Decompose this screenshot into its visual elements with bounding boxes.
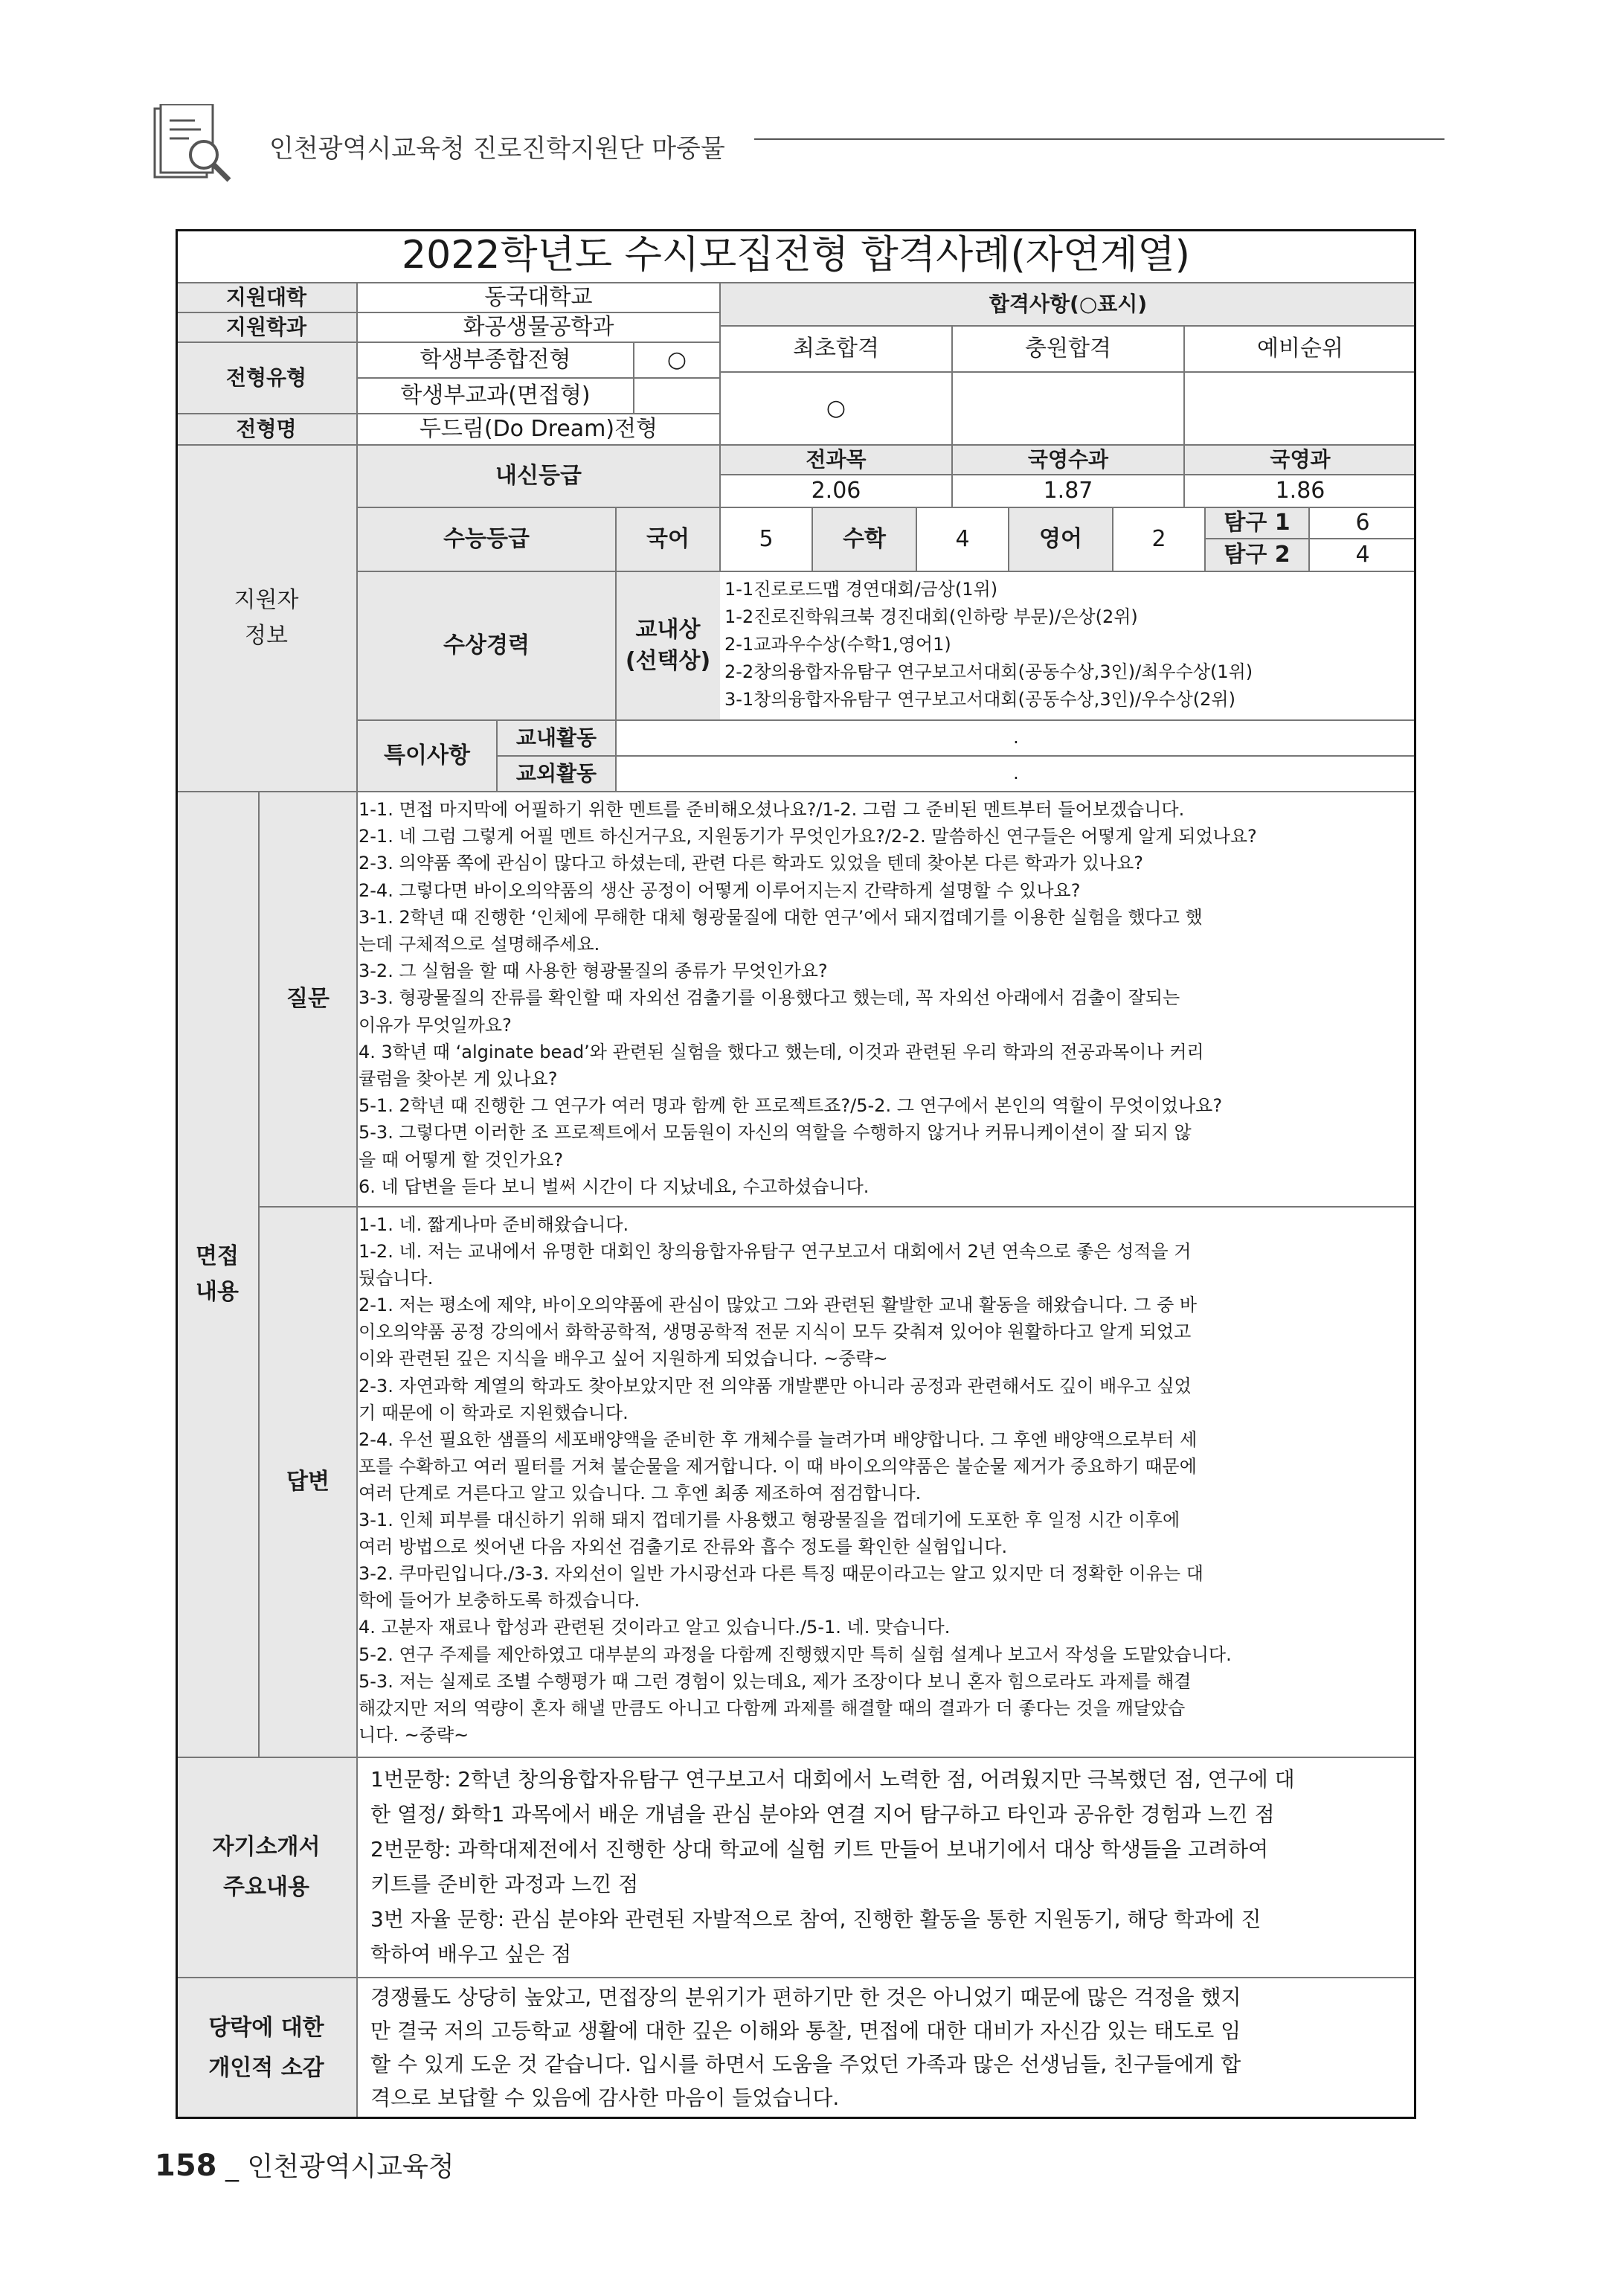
question-line: 이유가 무엇일까요? — [359, 1014, 512, 1036]
header-text: 인천광역시교육청 진로진학지원단 마중물 — [269, 134, 725, 164]
question-line: 큘럼을 찾아본 게 있나요? — [359, 1068, 558, 1090]
naesin-h2: 국영수과 — [952, 445, 1184, 475]
award-item: 1-2진로진학워크북 경진대회(인하랑 부문)/은상(2위) — [724, 606, 1138, 627]
question-line: 2-3. 의약품 쪽에 관심이 많다고 하셨는데, 관련 다른 학과도 있었을 텐데 찾아본 다른 학과가 있나요? — [359, 853, 1143, 874]
label-out-school-activity: 교외활동 — [497, 756, 616, 792]
answer-line: 3-2. 쿠마린입니다./3-3. 자외선이 일반 가시광선과 다른 특징 때문이라고는 알고 있지만 더 정확한 이유는 대 — [359, 1563, 1203, 1585]
page-number: 158 — [155, 2149, 217, 2183]
question-line: 2-4. 그렇다면 바이오의약품의 생산 공정이 어떻게 이루어지는지 간략하게 설명할 수 있나요? — [359, 879, 1081, 901]
essay-line: 3번 자율 문항: 관심 분야와 관련된 자발적으로 참여, 진행한 활동을 통한 지원동기, 해당 학과에 진 — [370, 1907, 1262, 1931]
label-univ: 지원대학 — [176, 283, 357, 312]
label-result: 합격사항(○표시) — [720, 283, 1416, 326]
type-1-mark: ○ — [666, 346, 687, 373]
answer-line: 니다. ~중략~ — [359, 1724, 469, 1745]
answer-line: 이와 관련된 깊은 지식을 배우고 싶어 지원하게 되었습니다. ~중략~ — [359, 1348, 888, 1370]
review-line: 격으로 보답할 수 있음에 감사한 마음이 들었습니다. — [370, 2085, 840, 2110]
label-questions: 질문 — [259, 792, 357, 1207]
answer-line: 2-1. 저는 평소에 제약, 바이오의약품에 관심이 많았고 그와 관련된 활발한 교내 활동을 해왔습니다. 그 중 바 — [359, 1295, 1198, 1316]
question-line: 2-1. 네 그럼 그렇게 어필 멘트 하신거구요, 지원동기가 무엇인가요?/2-2. 말씀하신 연구들은 어떻게 알게 되었나요? — [359, 826, 1257, 847]
value-korean: 5 — [759, 525, 774, 552]
label-type: 전형유형 — [176, 342, 357, 414]
question-line: 3-2. 그 실험을 할 때 사용한 형광물질의 종류가 무엇인가요? — [359, 961, 828, 982]
essay-line: 2번문항: 과학대제전에서 진행한 상대 학교에 실험 키트 만들어 보내기에서 대상 학생들을 고려하여 — [370, 1837, 1269, 1862]
label-inquiry-1: 탐구 1 — [1205, 507, 1309, 539]
answer-line: 기 때문에 이 학과로 지원했습니다. — [359, 1402, 629, 1423]
question-line: 4. 3학년 때 ‘alginate bead’와 관련된 실험을 했다고 했는데, 이것과 관련된 우리 학과의 전공과목이나 커리 — [359, 1041, 1204, 1062]
label-suneung: 수능등급 — [357, 507, 616, 571]
answer-line: 이오의약품 공정 강의에서 화학공학적, 생명공학적 전문 지식이 모두 갖춰져 있어야 원활하다고 알게 되었고 — [359, 1321, 1192, 1343]
result-first-mark: ○ — [826, 394, 846, 421]
review-line: 경쟁률도 상당히 높았고, 면접장의 분위기가 편하기만 한 것은 아니었기 때문에 많은 걱정을 했지 — [370, 1985, 1241, 2010]
footer-org: 인천광역시교육청 — [247, 2152, 454, 2182]
value-math: 4 — [955, 525, 970, 552]
review-line: 만 결국 저의 고등학교 생활에 대한 깊은 이해와 통찰, 면접에 대한 대비가 자신감 있는 태도로 임 — [370, 2018, 1241, 2043]
essay-line: 1번문항: 2학년 창의융합자유탐구 연구보고서 대회에서 노력한 점, 어려웠지만 극복했던 점, 연구에 대 — [370, 1767, 1295, 1792]
value-name: 두드림(Do Dream)전형 — [419, 415, 658, 442]
question-line: 3-3. 형광물질의 잔류를 확인할 때 자외선 검출기를 이용했다고 했는데, 꼭 자외선 아래에서 검출이 잘되는 — [359, 987, 1180, 1009]
sheet-title: 2022학년도 수시모집전형 합격사례(자연계열) — [402, 233, 1190, 278]
value-inquiry-1: 6 — [1355, 509, 1370, 536]
label-answers: 답변 — [259, 1207, 357, 1757]
value-english: 2 — [1151, 525, 1166, 552]
value-inquiry-2: 4 — [1355, 541, 1370, 568]
footer-separator: _ — [216, 2152, 248, 2182]
label-awards: 수상경력 — [357, 571, 616, 720]
answer-line: 1-1. 네. 짧게나마 준비해왔습니다. — [359, 1214, 629, 1235]
question-line: 6. 네 답변을 듣다 보니 벌써 시간이 다 지났네요, 수고하셨습니다. — [359, 1176, 870, 1197]
answer-line: 뒀습니다. — [359, 1268, 434, 1289]
answer-line: 여러 방법으로 씻어낸 다음 자외선 검출기로 잔류와 흡수 정도를 확인한 실험입니다. — [359, 1536, 1008, 1558]
table-frame — [176, 229, 1416, 2119]
label-dept: 지원학과 — [176, 312, 357, 342]
essay-line: 한 열정/ 화학1 과목에서 배운 개념을 관심 분야와 연결 지어 탐구하고 타인과 공유한 경험과 느낀 점 — [370, 1802, 1275, 1827]
essay-line: 학하여 배우고 싶은 점 — [370, 1942, 572, 1966]
answer-line: 포를 수확하고 여러 필터를 거쳐 불순물을 제거합니다. 이 때 바이오의약품은 불순물 제거가 중요하기 때문에 — [359, 1455, 1197, 1477]
label-essay: 자기소개서 주요내용 — [176, 1757, 357, 1978]
naesin-h1: 전과목 — [720, 445, 952, 475]
value-in-school-activity: . — [1013, 727, 1019, 748]
naesin-v2: 1.87 — [1043, 477, 1093, 504]
answer-line: 2-4. 우선 필요한 샘플의 세포배양액을 준비한 후 개체수를 늘려가며 배양합니다. 그 후엔 배양액으로부터 세 — [359, 1428, 1198, 1450]
question-line: 5-3. 그렇다면 이러한 조 프로젝트에서 모둠원이 자신의 역할을 수행하지 않거나 커뮤니케이션이 잘 되지 않 — [359, 1122, 1192, 1144]
label-review: 당락에 대한 개인적 소감 — [176, 1978, 357, 2119]
question-line: 5-1. 2학년 때 진행한 그 연구가 여러 명과 함께 한 프로젝트죠?/5-2. 그 연구에서 본인의 역할이 무엇이었나요? — [359, 1095, 1223, 1117]
question-line: 3-1. 2학년 때 진행한 ‘인체에 무해한 대체 형광물질에 대한 연구’에서 돼지껍데기를 이용한 실험을 했다고 했 — [359, 906, 1203, 928]
header-rule — [754, 138, 1444, 140]
page-footer — [155, 2146, 454, 2184]
label-special: 특이사항 — [357, 720, 497, 792]
answer-line: 4. 고분자 재료나 합성과 관련된 것이라고 알고 있습니다./5-1. 네. 맞습니다. — [359, 1617, 951, 1638]
value-type-1: 학생부종합전형 — [420, 346, 571, 373]
label-english: 영어 — [1009, 507, 1113, 571]
label-math: 수학 — [812, 507, 916, 571]
essay-line: 키트를 준비한 과정과 느낀 점 — [370, 1872, 639, 1896]
naesin-h3: 국영과 — [1184, 445, 1416, 475]
document-search-icon — [152, 104, 235, 187]
label-naesin: 내신등급 — [357, 445, 720, 507]
award-item: 2-1교과우수상(수학1,영어1) — [724, 634, 951, 655]
label-name: 전형명 — [176, 414, 357, 445]
result-additional: 충원합격 — [1025, 335, 1111, 362]
naesin-v1: 2.06 — [811, 477, 861, 504]
answer-line: 3-1. 인체 피부를 대신하기 위해 돼지 껍데기를 사용했고 형광물질을 껍데기에 도포한 후 일정 시간 이후에 — [359, 1510, 1180, 1531]
answer-line: 여러 단계로 거른다고 알고 있습니다. 그 후엔 최종 제조하여 점검합니다. — [359, 1482, 922, 1504]
answer-line: 5-3. 저는 실제로 조별 수행평가 때 그런 경험이 있는데요, 제가 조장이다 보니 혼자 힘으로라도 과제를 해결 — [359, 1670, 1192, 1692]
answer-line: 학에 들어가 보충하도록 하겠습니다. — [359, 1590, 640, 1612]
award-item: 1-1진로로드맵 경연대회/금상(1위) — [724, 579, 998, 600]
answer-line: 5-2. 연구 주제를 제안하였고 대부분의 과정을 다함께 진행했지만 특히 실험 설계나 보고서 작성을 도맡았습니다. — [359, 1644, 1232, 1665]
review-line: 할 수 있게 도운 것 같습니다. 입시를 하면서 도움을 주었던 가족과 많은 선생님들, 친구들에게 합 — [370, 2052, 1241, 2077]
answer-line: 2-3. 자연과학 계열의 학과도 찾아보았지만 전 의약품 개발뿐만 아니라 공정과 관련해서도 깊이 배우고 싶었 — [359, 1375, 1192, 1396]
award-item: 3-1창의융합자유탐구 연구보고서대회(공동수상,3인)/우수상(2위) — [724, 689, 1235, 710]
label-inquiry-2: 탐구 2 — [1205, 539, 1309, 571]
question-line: 는데 구체적으로 설명해주세요. — [359, 934, 600, 955]
answer-line: 해갔지만 저의 역량이 혼자 해낼 만큼도 아니고 다함께 과제를 해결할 때의 결과가 더 좋다는 것을 깨달았습 — [359, 1697, 1186, 1719]
label-korean: 국어 — [616, 507, 720, 571]
answer-line: 1-2. 네. 저는 교내에서 유명한 대회인 창의융합자유탐구 연구보고서 대회에서 2년 연속으로 좋은 성적을 거 — [359, 1241, 1192, 1263]
value-dept: 화공생물공학과 — [463, 313, 614, 340]
value-out-school-activity: . — [1013, 763, 1019, 784]
award-item: 2-2창의융합자유탐구 연구보고서대회(공동수상,3인)/최우수상(1위) — [724, 661, 1253, 682]
naesin-v3: 1.86 — [1275, 477, 1325, 504]
result-first: 최초합격 — [793, 335, 879, 362]
result-waitlist: 예비순위 — [1257, 335, 1343, 362]
label-award-in-school: 교내상 (선택상) — [616, 571, 720, 720]
value-univ: 동국대학교 — [484, 283, 593, 310]
value-type-2: 학생부교과(면접형) — [400, 382, 591, 408]
label-interview: 면접 내용 — [176, 792, 259, 1757]
question-line: 을 때 어떻게 할 것인가요? — [359, 1149, 564, 1170]
question-line: 1-1. 면접 마지막에 어필하기 위한 멘트를 준비해오셨나요?/1-2. 그럼 그 준비된 멘트부터 들어보겠습니다. — [359, 799, 1185, 820]
label-in-school-activity: 교내활동 — [497, 720, 616, 756]
label-applicant-info: 지원자 정보 — [176, 445, 357, 792]
application-sheet — [176, 229, 1416, 2119]
